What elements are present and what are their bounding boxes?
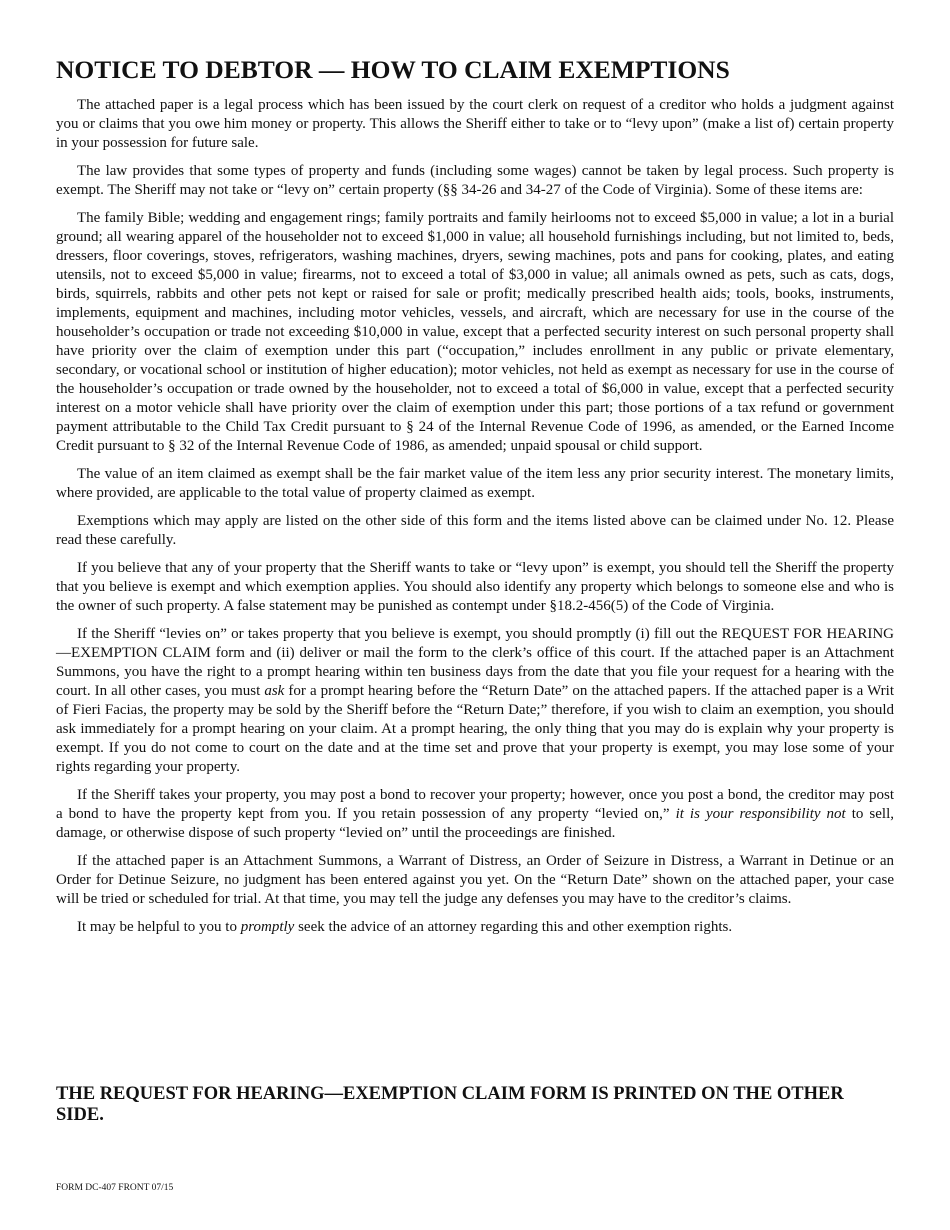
text-segment: It may be helpful to you to [77, 919, 241, 935]
page-title: NOTICE TO DEBTOR — HOW TO CLAIM EXEMPTIONS [56, 55, 730, 84]
text-segment: If the Sheriff “levies on” or takes property that you believe is exempt, you should promptly (i) fill out the REQUEST FOR HEARING—EXEMPTION CLAIM form and (ii) deliver or mail the form to the clerk’s office of this court. If the attached paper is an Attachment Summons, you have the right to a prompt hearing within ten business days from the date that you file your request for a hearing with the court. In all other cases, you must [56, 626, 894, 699]
paragraph-exemption-items: The family Bible; wedding and engagement rings; family portraits and family heirlooms not to exceed $5,000 in value; a lot in a burial ground; all wearing apparel of the householder not to exceed $1,000 in value; all household furnishings including, but not limited to, beds, dressers, floor coverings, stoves, refrigerators, washing machines, dryers, sewing machines, pots and pans for cooking, plates, and eating utensils, not to exceed $5,000 in value; firearms, not to exceed a total of $3,000 in value; all animals owned as pets, such as cats, dogs, birds, squirrels, rabbits and other pets not kept or raised for sale or profit; medically prescribed health aids; tools, books, instruments, implements, equipment and machines, including motor vehicles, vessels, and aircraft, which are necessary for use in the course of the householder’s occupation or trade not exceeding $10,000 in value, except that a perfected security interest on such personal property shall have priority over the claim of exemption under this part (“occupation,” includes enrollment in any public or private elementary, secondary, or vocational school or institution of higher education); motor vehicles, not held as exempt as necessary for use in the course of the householder’s occupation or trade owned by the householder, not to exceed a total of $6,000 in value, except that a perfected security interest on a motor vehicle shall have priority over the claim of exemption under this part; those portions of a tax refund or government payment attributable to the Child Tax Credit pursuant to § 24 of the Internal Revenue Code of 1996, as amended, or the Earned Income Credit pursuant to § 32 of the Internal Revenue Code of 1986, as amended; unpaid spousal or child support. [56, 210, 894, 454]
emphasis-responsibility: it is your responsibility not [675, 806, 846, 822]
paragraph-request-hearing [56, 625, 894, 777]
paragraph-bond [56, 786, 894, 843]
notice-document [56, 54, 894, 946]
paragraph-exempt-property: The law provides that some types of property and funds (including some wages) cannot be taken by legal process. Such property is exempt. The Sheriff may not take or “levy on” certain property (§§ 34-26 and 34-27 of the Code of Virginia). Some of these items are: [56, 163, 894, 198]
emphasis-ask: ask [264, 683, 285, 699]
paragraph-attachment-summons: If the attached paper is an Attachment Summons, a Warrant of Distress, an Order of Seizure in Distress, a Warrant in Detinue or an Order for Detinue Seizure, no judgment has been entered against you yet. On the “Return Date” shown on the attached paper, your case will be tried or scheduled for trial. At that time, you may tell the judge any defenses you may have to the creditor’s claims. [56, 853, 894, 907]
form-number: FORM DC-407 FRONT 07/15 [56, 1183, 174, 1193]
paragraph-legal-process: The attached paper is a legal process which has been issued by the court clerk on request of a creditor who holds a judgment against you or claims that you owe him money or property. This allows the Sheriff either to take or to “levy upon” (make a list of) certain property in your possession for future sale. [56, 97, 894, 151]
paragraph-other-side: Exemptions which may apply are listed on the other side of this form and the items listed above can be claimed under No. 12. Please read these carefully. [56, 513, 894, 548]
text-segment: for a prompt hearing before the “Return Date” on the attached papers. If the attached paper is a Writ of Fieri Facias, the property may be sold by the Sheriff before the “Return Date;” therefore, if you wish to claim an exemption, you should ask immediately for a prompt hearing on your claim. At a prompt hearing, the only thing that you may do is explain why your property is exempt. If you do not come to court on the date and at the time set and prove that your property is exempt, you may lose some of your rights regarding your property. [56, 683, 894, 775]
paragraph-item-value: The value of an item claimed as exempt shall be the fair market value of the item less any prior security interest. The monetary limits, where provided, are applicable to the total value of property claimed as exempt. [56, 466, 894, 501]
other-side-heading: THE REQUEST FOR HEARING—EXEMPTION CLAIM FORM IS PRINTED ON THE OTHER SIDE. [56, 1084, 844, 1125]
paragraph-tell-sheriff: If you believe that any of your property that the Sheriff wants to take or “levy upon” is exempt, you should tell the Sheriff the property that you believe is exempt and which exemption applies. You should also identify any property which belongs to someone else and who is the owner of such property. A false statement may be punished as contempt under §18.2-456(5) of the Code of Virginia. [56, 560, 894, 614]
text-segment: If the Sheriff takes your property, you may post a bond to recover your property; however, once you post a bond, the creditor may post a bond to have the property kept from you. If you retain possession of any property “levied on,” [56, 787, 894, 822]
text-segment: seek the advice of an attorney regarding this and other exemption rights. [294, 919, 733, 935]
emphasis-promptly: promptly [240, 919, 295, 935]
text-segment: to sell, damage, or otherwise dispose of such property “levied on” until the proceedings are finished. [56, 806, 894, 841]
paragraph-attorney-advice [56, 918, 894, 937]
